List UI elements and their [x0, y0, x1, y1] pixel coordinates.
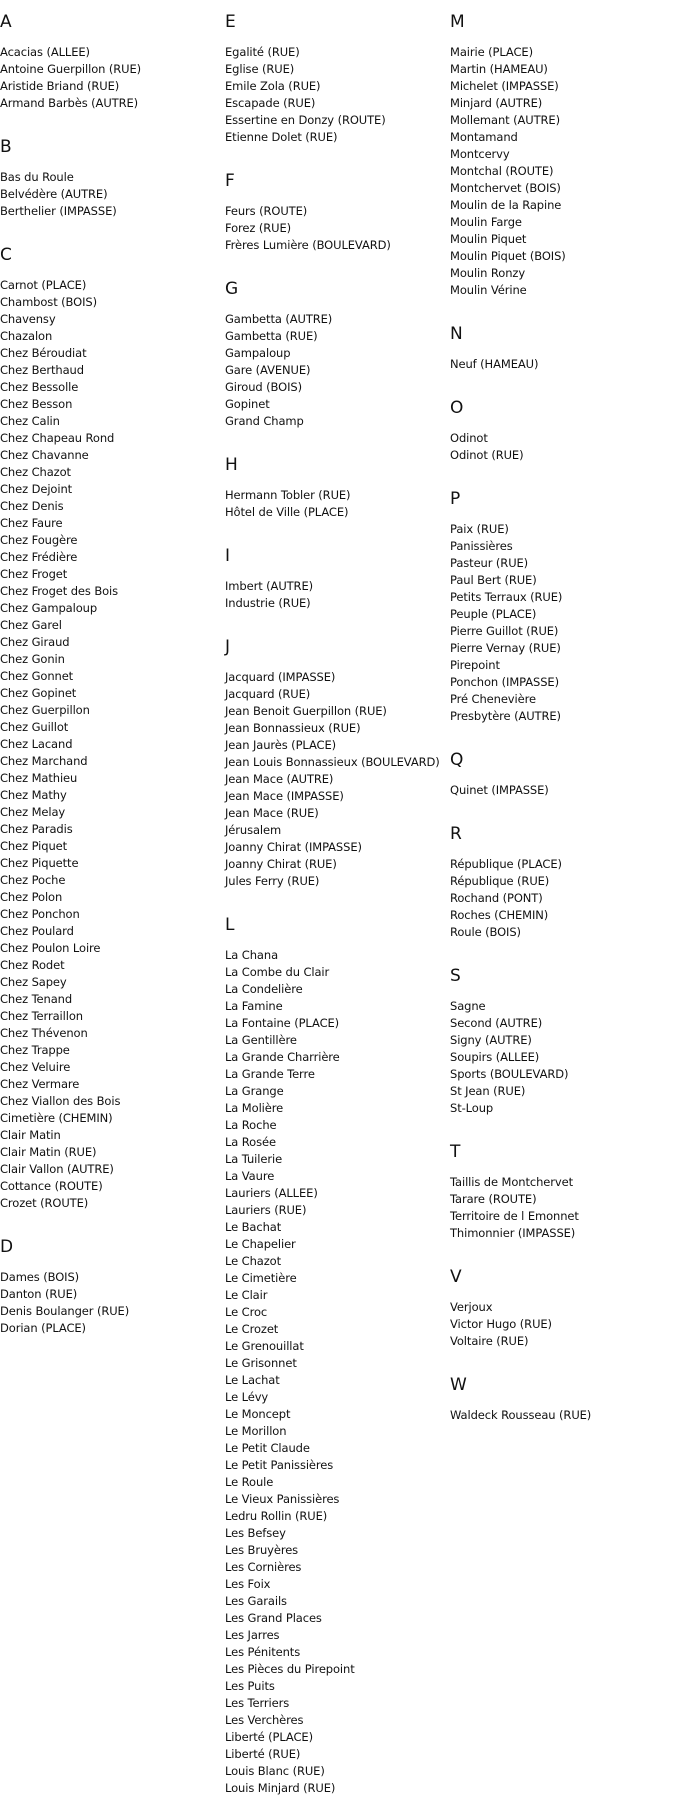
street-name: Verjoux	[450, 1300, 493, 1314]
street-name: Chez Lacand	[0, 737, 73, 751]
street-name: Chez Giraud	[0, 635, 70, 649]
street-name: Jean Benoit Guerpillon (RUE)	[225, 704, 387, 718]
street-name: La Vaure	[225, 1169, 275, 1183]
street-name: Les Grand Places	[225, 1611, 322, 1625]
street-name: Moulin Vérine	[450, 283, 527, 297]
street-name: Montamand	[450, 130, 518, 144]
street-name: Tarare (ROUTE)	[450, 1192, 537, 1206]
street-name: Clair Matin	[0, 1128, 61, 1142]
street-name: Paul Bert (RUE)	[450, 573, 537, 587]
street-list	[0, 1269, 225, 1337]
street-name: Le Grenouillat	[225, 1339, 304, 1353]
street-name: Chez Gampaloup	[0, 601, 98, 615]
street-name: Chez Faure	[0, 516, 63, 530]
street-name: Jacquard (RUE)	[225, 687, 311, 701]
street-name: Carnot (PLACE)	[0, 278, 87, 292]
street-name: Chez Garel	[0, 618, 62, 632]
street-name: Mairie (PLACE)	[450, 45, 533, 59]
street-name: Voltaire (RUE)	[450, 1334, 529, 1348]
letter-section	[450, 1140, 675, 1242]
street-name: Berthelier (IMPASSE)	[0, 204, 117, 218]
street-name: Le Grisonnet	[225, 1356, 297, 1370]
street-name: Denis Boulanger (RUE)	[0, 1304, 130, 1318]
street-name: Les Puits	[225, 1679, 275, 1693]
letter-section	[450, 964, 675, 1117]
street-name: Le Lachat	[225, 1373, 280, 1387]
street-list	[0, 44, 225, 112]
street-name: Second (AUTRE)	[450, 1016, 543, 1030]
street-name: Chez Gopinet	[0, 686, 77, 700]
street-name: Moulin Piquet (BOIS)	[450, 249, 566, 263]
street-list	[225, 487, 450, 521]
letter-section	[450, 1265, 675, 1350]
street-name: Chez Mathieu	[0, 771, 78, 785]
street-name: Danton (RUE)	[0, 1287, 78, 1301]
street-name: Hermann Tobler (RUE)	[225, 488, 351, 502]
street-name: Moulin de la Rapine	[450, 198, 562, 212]
street-list	[450, 521, 675, 725]
street-name: Jacquard (IMPASSE)	[225, 670, 336, 684]
street-name: Louis Blanc (RUE)	[225, 1764, 325, 1778]
street-name: Ledru Rollin (RUE)	[225, 1509, 328, 1523]
street-name: Chez Chazot	[0, 465, 71, 479]
street-list	[450, 1299, 675, 1350]
street-name: Territoire de l Emonnet	[450, 1209, 579, 1223]
street-name: La Famine	[225, 999, 283, 1013]
street-name: Liberté (RUE)	[225, 1747, 301, 1761]
street-name: Chez Poulon Loire	[0, 941, 101, 955]
street-name: Gampaloup	[225, 346, 291, 360]
street-name: Lauriers (RUE)	[225, 1203, 307, 1217]
street-name: Emile Zola (RUE)	[225, 79, 321, 93]
street-name: Les Terriers	[225, 1696, 290, 1710]
section-letter-heading: F	[225, 171, 235, 191]
street-name: Thimonnier (IMPASSE)	[450, 1226, 576, 1240]
street-name: Waldeck Rousseau (RUE)	[450, 1408, 592, 1422]
street-name: Grand Champ	[225, 414, 304, 428]
section-letter-heading: T	[450, 1142, 461, 1162]
letter-section	[450, 1373, 675, 1424]
street-name: Michelet (IMPASSE)	[450, 79, 559, 93]
street-name: La Grande Charrière	[225, 1050, 340, 1064]
street-name: Presbytère (AUTRE)	[450, 709, 561, 723]
letter-section	[450, 396, 675, 464]
section-letter-heading: P	[450, 489, 461, 509]
street-name: Paix (RUE)	[450, 522, 509, 536]
letter-section	[225, 913, 450, 1797]
street-name: Les Pénitents	[225, 1645, 301, 1659]
street-name: Chez Berthaud	[0, 363, 84, 377]
street-name: Gambetta (RUE)	[225, 329, 318, 343]
street-name: Belvédère (AUTRE)	[0, 187, 108, 201]
street-name: Chez Gonin	[0, 652, 65, 666]
street-name: Louis Minjard (RUE)	[225, 1781, 336, 1795]
street-name: Chez Frédière	[0, 550, 78, 564]
street-name: La Grande Terre	[225, 1067, 315, 1081]
street-name: Le Clair	[225, 1288, 268, 1302]
street-name: Eglise (RUE)	[225, 62, 295, 76]
street-name: Taillis de Montchervet	[450, 1175, 573, 1189]
street-name: Chez Terraillon	[0, 1009, 83, 1023]
street-name: Les Jarres	[225, 1628, 280, 1642]
street-name: La Rosée	[225, 1135, 276, 1149]
street-name: Chez Trappe	[0, 1043, 70, 1057]
section-letter-heading: S	[450, 966, 461, 986]
section-letter-heading: N	[450, 324, 463, 344]
letter-section	[0, 1235, 225, 1337]
street-name: Le Morillon	[225, 1424, 287, 1438]
street-name: Minjard (AUTRE)	[450, 96, 543, 110]
street-name: Acacias (ALLEE)	[0, 45, 90, 59]
street-name: Gopinet	[225, 397, 270, 411]
street-name: Jean Bonnassieux (RUE)	[225, 721, 361, 735]
street-list	[450, 44, 675, 299]
street-name: Hôtel de Ville (PLACE)	[225, 505, 349, 519]
street-name: Martin (HAMEAU)	[450, 62, 548, 76]
street-name: Chavensy	[0, 312, 56, 326]
street-name: Les Bruyères	[225, 1543, 299, 1557]
street-name: Odinot (RUE)	[450, 448, 524, 462]
street-name: Chez Calin	[0, 414, 60, 428]
street-name: Imbert (AUTRE)	[225, 579, 314, 593]
street-list	[225, 947, 450, 1797]
street-list	[225, 669, 450, 890]
street-name: Montchal (ROUTE)	[450, 164, 554, 178]
letter-section	[450, 487, 675, 725]
street-list	[0, 169, 225, 220]
street-name: Pirepoint	[450, 658, 500, 672]
section-letter-heading: C	[0, 245, 12, 265]
street-name: Chez Froget des Bois	[0, 584, 119, 598]
street-name: Chez Poche	[0, 873, 66, 887]
street-name: Chez Poulard	[0, 924, 74, 938]
street-name: Le Petit Panissières	[225, 1458, 334, 1472]
section-letter-heading: H	[225, 455, 238, 475]
section-letter-heading: A	[0, 12, 12, 32]
street-name: Moulin Farge	[450, 215, 522, 229]
street-name: Moulin Piquet	[450, 232, 527, 246]
section-letter-heading: O	[450, 398, 464, 418]
street-name: Chez Fougère	[0, 533, 78, 547]
street-name: Pasteur (RUE)	[450, 556, 529, 570]
street-name: Sports (BOULEVARD)	[450, 1067, 569, 1081]
street-list	[225, 311, 450, 430]
street-name: Roches (CHEMIN)	[450, 908, 549, 922]
street-name: Industrie (RUE)	[225, 596, 311, 610]
street-name: Chez Ponchon	[0, 907, 80, 921]
street-name: Pierre Vernay (RUE)	[450, 641, 561, 655]
street-name: Le Cimetière	[225, 1271, 297, 1285]
street-name: Antoine Guerpillon (RUE)	[0, 62, 142, 76]
street-name: Etienne Dolet (RUE)	[225, 130, 338, 144]
street-name: Chez Tenand	[0, 992, 73, 1006]
street-name: Chez Denis	[0, 499, 64, 513]
street-name: Dorian (PLACE)	[0, 1321, 86, 1335]
street-name: Les Befsey	[225, 1526, 286, 1540]
street-name: Chez Polon	[0, 890, 63, 904]
section-letter-heading: W	[450, 1375, 467, 1395]
street-name: La Molière	[225, 1101, 284, 1115]
street-name: Gare (AVENUE)	[225, 363, 311, 377]
street-name: Dames (BOIS)	[0, 1270, 80, 1284]
street-name: La Grange	[225, 1084, 284, 1098]
street-name: Clair Vallon (AUTRE)	[0, 1162, 114, 1176]
street-name: Chez Marchand	[0, 754, 88, 768]
street-name: Chez Guillot	[0, 720, 69, 734]
street-name: Ponchon (IMPASSE)	[450, 675, 559, 689]
street-name: Les Pièces du Pirepoint	[225, 1662, 355, 1676]
street-name: Lauriers (ALLEE)	[225, 1186, 318, 1200]
street-name: Chez Guerpillon	[0, 703, 90, 717]
letter-section	[450, 822, 675, 941]
street-name: Armand Barbès (AUTRE)	[0, 96, 139, 110]
street-name: Soupirs (ALLEE)	[450, 1050, 540, 1064]
street-name: Le Chazot	[225, 1254, 281, 1268]
street-name: Les Verchères	[225, 1713, 304, 1727]
section-letter-heading: V	[450, 1267, 462, 1287]
index-column-2	[225, 10, 450, 1820]
street-name: Panissières	[450, 539, 513, 553]
street-name: Chez Piquette	[0, 856, 79, 870]
street-name: Chez Bessolle	[0, 380, 79, 394]
street-list	[450, 856, 675, 941]
street-name: La Chana	[225, 948, 279, 962]
street-name: Aristide Briand (RUE)	[0, 79, 120, 93]
street-name: La Fontaine (PLACE)	[225, 1016, 340, 1030]
street-name: Essertine en Donzy (ROUTE)	[225, 113, 386, 127]
street-name: Gambetta (AUTRE)	[225, 312, 333, 326]
street-name: Moulin Ronzy	[450, 266, 526, 280]
section-letter-heading: I	[225, 546, 231, 566]
street-name: Chez Viallon des Bois	[0, 1094, 121, 1108]
street-name: St Jean (RUE)	[450, 1084, 526, 1098]
letter-section	[0, 135, 225, 220]
street-name: Sagne	[450, 999, 486, 1013]
street-list	[450, 356, 675, 373]
street-name: Egalité (RUE)	[225, 45, 300, 59]
letter-section	[0, 10, 225, 112]
street-name: Pré Chenevière	[450, 692, 536, 706]
street-name: Forez (RUE)	[225, 221, 292, 235]
letter-section	[450, 322, 675, 373]
street-name: Victor Hugo (RUE)	[450, 1317, 552, 1331]
street-name: Chez Vermare	[0, 1077, 80, 1091]
street-name: Crozet (ROUTE)	[0, 1196, 89, 1210]
street-name: République (RUE)	[450, 874, 550, 888]
street-name: Peuple (PLACE)	[450, 607, 537, 621]
street-name: Le Roule	[225, 1475, 274, 1489]
street-name: Chez Paradis	[0, 822, 73, 836]
street-name: La Combe du Clair	[225, 965, 330, 979]
street-name: Liberté (PLACE)	[225, 1730, 313, 1744]
street-name: Neuf (HAMEAU)	[450, 357, 539, 371]
section-letter-heading: E	[225, 12, 236, 32]
street-name: La Roche	[225, 1118, 277, 1132]
street-name: Jean Mace (RUE)	[225, 806, 319, 820]
section-letter-heading: L	[225, 915, 235, 935]
street-name: Le Crozet	[225, 1322, 279, 1336]
street-name: St-Loup	[450, 1101, 494, 1115]
street-name: La Gentillère	[225, 1033, 297, 1047]
street-name: Le Vieux Panissières	[225, 1492, 340, 1506]
street-name: Le Croc	[225, 1305, 268, 1319]
street-list	[225, 578, 450, 612]
street-name: Chez Melay	[0, 805, 66, 819]
letter-section	[225, 277, 450, 430]
street-name: Chez Gonnet	[0, 669, 74, 683]
street-name: Pierre Guillot (RUE)	[450, 624, 559, 638]
street-name: La Condelière	[225, 982, 303, 996]
street-name: Chez Thévenon	[0, 1026, 88, 1040]
street-name: Chambost (BOIS)	[0, 295, 97, 309]
street-list	[225, 203, 450, 254]
letter-section	[0, 243, 225, 1212]
street-name: Chez Sapey	[0, 975, 67, 989]
street-name: Petits Terraux (RUE)	[450, 590, 563, 604]
street-name: Clair Matin (RUE)	[0, 1145, 97, 1159]
street-name: Signy (AUTRE)	[450, 1033, 532, 1047]
street-name: Chez Chapeau Rond	[0, 431, 115, 445]
street-name: Chez Béroudiat	[0, 346, 87, 360]
street-list	[450, 998, 675, 1117]
letter-section	[450, 10, 675, 299]
street-name: Montchervet (BOIS)	[450, 181, 561, 195]
section-letter-heading: Q	[450, 750, 464, 770]
street-name: Jean Mace (AUTRE)	[225, 772, 334, 786]
letter-section	[225, 453, 450, 521]
street-list	[450, 782, 675, 799]
street-name: Chez Chavanne	[0, 448, 89, 462]
street-name: République (PLACE)	[450, 857, 562, 871]
street-name: Joanny Chirat (IMPASSE)	[225, 840, 362, 854]
street-name: Rochand (PONT)	[450, 891, 543, 905]
street-name: Cimetière (CHEMIN)	[0, 1111, 113, 1125]
letter-section	[225, 544, 450, 612]
street-name: Le Chapelier	[225, 1237, 296, 1251]
street-name: Jean Louis Bonnassieux (BOULEVARD)	[225, 755, 440, 769]
section-letter-heading: M	[450, 12, 465, 32]
street-name: Giroud (BOIS)	[225, 380, 302, 394]
street-name: Chazalon	[0, 329, 53, 343]
street-name: Montcervy	[450, 147, 510, 161]
section-letter-heading: R	[450, 824, 462, 844]
street-name: Les Garails	[225, 1594, 287, 1608]
index-column-3	[450, 10, 675, 1447]
street-name: Le Bachat	[225, 1220, 282, 1234]
street-name: Odinot	[450, 431, 488, 445]
section-letter-heading: B	[0, 137, 12, 157]
section-letter-heading: D	[0, 1237, 14, 1257]
letter-section	[225, 169, 450, 254]
section-letter-heading: G	[225, 279, 239, 299]
street-list	[450, 1174, 675, 1242]
street-name: Joanny Chirat (RUE)	[225, 857, 337, 871]
letter-section	[225, 10, 450, 146]
street-name: Feurs (ROUTE)	[225, 204, 308, 218]
street-name: Mollemant (AUTRE)	[450, 113, 560, 127]
street-name: Chez Veluire	[0, 1060, 71, 1074]
street-name: Jean Jaurès (PLACE)	[225, 738, 337, 752]
street-name: Jérusalem	[225, 823, 282, 837]
index-column-1	[0, 10, 225, 1360]
street-name: Le Lévy	[225, 1390, 269, 1404]
street-name: Le Petit Claude	[225, 1441, 310, 1455]
street-name: Cottance (ROUTE)	[0, 1179, 103, 1193]
street-name: Jean Mace (IMPASSE)	[225, 789, 344, 803]
street-name: Roule (BOIS)	[450, 925, 521, 939]
street-name: Chez Froget	[0, 567, 68, 581]
street-name: Chez Besson	[0, 397, 73, 411]
letter-section	[225, 635, 450, 890]
street-list	[450, 1407, 675, 1424]
street-name: Le Moncept	[225, 1407, 291, 1421]
street-list	[0, 277, 225, 1212]
street-name: Jules Ferry (RUE)	[225, 874, 320, 888]
street-name: Les Cornières	[225, 1560, 302, 1574]
street-list	[225, 44, 450, 146]
street-name: Chez Rodet	[0, 958, 65, 972]
section-letter-heading: J	[225, 637, 231, 657]
street-name: Les Foix	[225, 1577, 271, 1591]
street-name: La Tuilerie	[225, 1152, 283, 1166]
street-name: Quinet (IMPASSE)	[450, 783, 549, 797]
street-name: Chez Piquet	[0, 839, 68, 853]
street-name: Chez Mathy	[0, 788, 67, 802]
street-name: Escapade (RUE)	[225, 96, 316, 110]
street-list	[450, 430, 675, 464]
street-name: Chez Dejoint	[0, 482, 73, 496]
street-name: Bas du Roule	[0, 170, 74, 184]
street-name: Frères Lumière (BOULEVARD)	[225, 238, 391, 252]
letter-section	[450, 748, 675, 799]
